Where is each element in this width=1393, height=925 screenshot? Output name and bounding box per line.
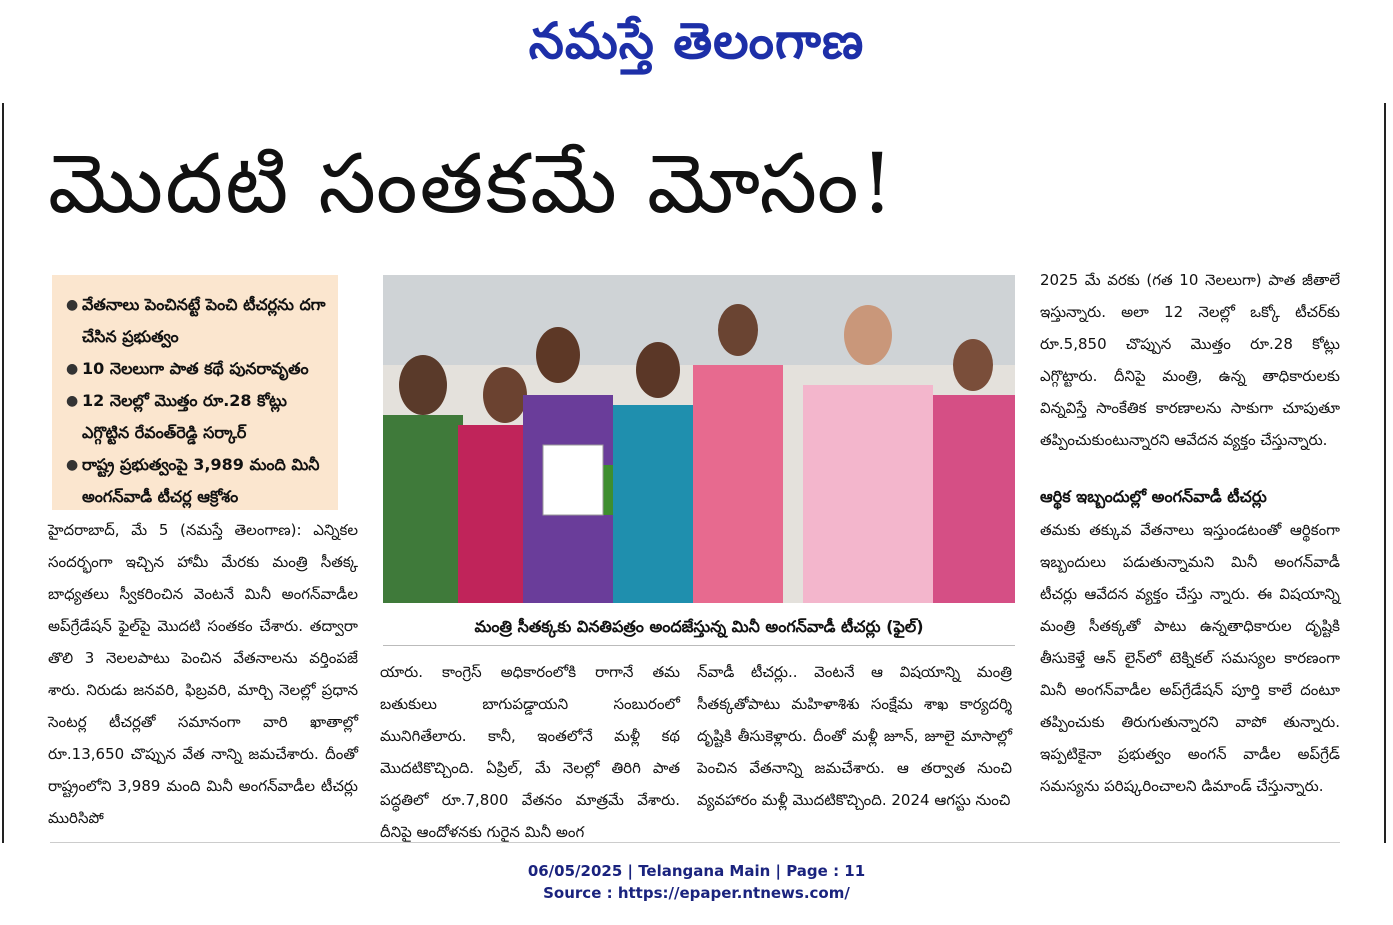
page-footer: [0, 860, 1393, 904]
article-column-3: [697, 656, 1012, 816]
article-column-4: [1040, 264, 1340, 456]
article-paragraph: తమకు తక్కువ వేతనాలు ఇస్తుండటంతో ఆర్థికంగా ఇబ్బందులు పడుతున్నామని మినీ అంగన్‌వాడీ టీచర్లు ఆవేదన వ్యక్తం చేస్తు న్నారు. ఈ విషయాన్ని మంత్రి సీతక్కతో పాటు ఉన్నతాధికారుల దృష్టికి తీసుకెళ్తే ఆన్ లైన్‌లో టెక్నికల్ సమస్యల కారణంగా మినీ అంగన్‌వాడీల అప్‌గ్రేడేషన్ పూర్తి కాలే దంటూ తప్పించుకు తిరుగుతున్నారని వాపో తున్నారు. ఇప్పటికైనా ప్రభుత్వం అంగన్ వాడీల అప్‌గ్రేడ్ సమస్యను పరిష్కరించాలని డిమాండ్ చేస్తున్నారు.: [1040, 521, 1340, 795]
footer-source-link[interactable]: Source : https://epaper.ntnews.com/: [543, 884, 850, 902]
bullet-icon: ●: [66, 361, 79, 377]
highlight-text: రాష్ట్ర ప్రభుత్వంపై 3,989 మంది మినీ అంగన్‌వాడీ టీచర్ల ఆక్రోశం: [82, 455, 320, 506]
newspaper-masthead: నమస్తే తెలంగాణ: [528, 11, 865, 70]
article-subheading: ఆర్థిక ఇబ్బందుల్లో అంగన్‌వాడీ టీచర్లు: [1040, 487, 1267, 506]
highlights-box: [52, 275, 338, 510]
photo-caption: మంత్రి సీతక్కకు వినతిపత్రం అందజేస్తున్న మినీ అంగన్‌వాడీ టీచర్లు (ఫైల్): [383, 608, 1015, 646]
footer-edition-info: 06/05/2025 | Telangana Main | Page : 11: [527, 862, 866, 880]
highlight-text: 12 నెలల్లో మొత్తం రూ.28 కోట్లు ఎగ్గొట్టిన రేవంత్‌రెడ్డి సర్కార్: [82, 391, 287, 442]
highlight-item: [60, 289, 328, 353]
article-paragraph: యారు. కాంగ్రెస్ అధికారంలోకి రాగానే తమ బతుకులు బాగుపడ్డాయని సంబురంలో మునిగితేలారు. కానీ, ఇంతలోనే మళ్లీ కథ మొదటికొచ్చింది. ఏప్రిల్, మే నెలల్లో తిరిగి పాత పద్ధతిలో రూ.7,800 వేతనం మాత్రమే వేశారు. దీనిపై ఆందోళనకు గురైన మినీ అంగ: [380, 663, 680, 841]
article-column-2: [380, 656, 680, 848]
photo-illustration: [383, 275, 1015, 603]
frame-right-border: [1384, 103, 1386, 843]
highlight-text: వేతనాలు పెంచినట్టే పెంచి టీచర్లను దగా చేసిన ప్రభుత్వం: [82, 295, 326, 346]
bullet-icon: ●: [66, 297, 79, 313]
article-column-1: [48, 514, 358, 834]
bullet-icon: ●: [66, 457, 79, 473]
article-headline: మొదటి సంతకమే మోసం!: [48, 137, 896, 232]
frame-left-border: [2, 103, 4, 843]
article-column-4-continued: [1040, 514, 1340, 802]
highlight-text: 10 నెలలుగా పాత కథే పునరావృతం: [82, 359, 309, 378]
highlight-item: [60, 449, 328, 513]
highlight-item: [60, 385, 328, 449]
bullet-icon: ●: [66, 393, 79, 409]
news-photo: [383, 275, 1015, 603]
article-paragraph: హైదరాబాద్, మే 5 (నమస్తే తెలంగాణ): ఎన్నికల సందర్భంగా ఇచ్చిన హామీ మేరకు మంత్రి సీతక్క బాధ్యతలు స్వీకరించిన వెంటనే మినీ అంగన్‌వాడీల అప్‌గ్రేడేషన్ ఫైల్‌పై మొదటి సంతకం చేశారు. తద్వారా తొలి 3 నెలలపాటు పెంచిన వేతనాలను వర్తింపజే శారు. నిరుడు జనవరి, ఫిబ్రవరి, మార్చి నెలల్లో ప్రధాన సెంటర్ల టీచర్లతో సమానంగా వారి ఖాతాల్లో రూ.13,650 చొప్పున వేత నాన్ని జమచేశారు. దీంతో రాష్ట్రంలోని 3,989 మంది మినీ అంగన్‌వాడీల టీచర్లు మురిసిపో: [48, 521, 358, 827]
frame-bottom-rule: [50, 842, 1340, 843]
article-paragraph: 2025 మే వరకు (గత 10 నెలలుగా) పాత జీతాలే ఇస్తున్నారు. అలా 12 నెలల్లో ఒక్కో టీచర్‌కు రూ.5,850 చొప్పున మొత్తం రూ.28 కోట్లు ఎగ్గొట్టారు. దీనిపై మంత్రి, ఉన్న తాధికారులకు విన్నవిస్తే సాంకేతిక కారణాలను సాకుగా చూపుతూ తప్పించుకుంటున్నారని ఆవేదన వ్యక్తం చేస్తున్నారు.: [1040, 271, 1340, 449]
article-paragraph: న్‌వాడీ టీచర్లు.. వెంటనే ఆ విషయాన్ని మంత్రి సీతక్కతోపాటు మహిళాశిశు సంక్షేమ శాఖ కార్యదర్శి దృష్టికి తీసుకెళ్లారు. దీంతో మళ్లీ జూన్, జూలై మాసాల్లో పెంచిన వేతనాన్ని జమచేశారు. ఆ తర్వాత నుంచి వ్యవహారం మళ్లీ మొదటికొచ్చింది. 2024 ఆగస్టు నుంచి: [697, 663, 1012, 809]
highlight-item: [60, 353, 328, 385]
